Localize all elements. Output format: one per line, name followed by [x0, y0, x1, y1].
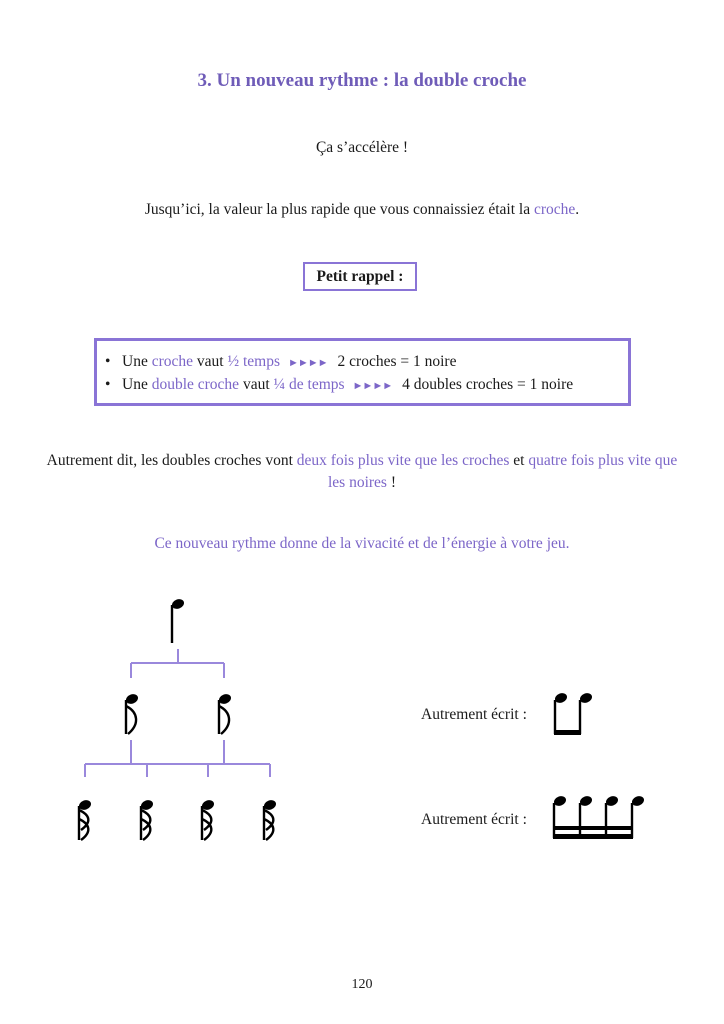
page-title: 3. Un nouveau rythme : la double croche: [197, 70, 527, 91]
arrows-icon: ►►►►: [352, 380, 393, 392]
eighth-note-icon: [218, 692, 233, 734]
explanation-text: !: [386, 474, 397, 491]
bullet-icon: •: [105, 353, 111, 370]
alt-label-eighths: Autrement écrit :: [421, 706, 527, 723]
explanation-highlight: deux fois plus vite que les croches: [296, 452, 510, 469]
rappel-label-box: Petit rappel :: [303, 262, 417, 291]
intro-text: Jusqu’ici, la valeur la plus rapide que vous connaissiez était la: [144, 201, 534, 218]
rappel-prefix: Une: [122, 353, 152, 370]
rappel-prefix: Une: [122, 376, 152, 393]
sixteenth-note-icon: [78, 798, 93, 840]
alt-label-sixteenths: Autrement écrit :: [421, 811, 527, 828]
explanation-highlight: quatre fois plus vite que les noires: [327, 452, 678, 491]
beamed-sixteenth-notes-icon: [553, 794, 646, 839]
rappel-equation: 4 doubles croches = 1 noire: [402, 376, 574, 393]
rappel-equation: 2 croches = 1 noire: [337, 353, 457, 370]
sixteenth-note-icon: [263, 798, 278, 840]
page-number: 120: [351, 977, 373, 992]
intro-highlight: croche: [533, 201, 576, 218]
rappel-value: ½ temps: [227, 353, 280, 370]
rappel-term: double croche: [151, 376, 240, 393]
rappel-mid: vaut: [193, 353, 228, 370]
sixteenth-note-icon: [140, 798, 155, 840]
rappel-mid: vaut: [239, 376, 274, 393]
arrows-icon: ►►►►: [287, 357, 328, 369]
eighth-note-icon: [125, 692, 140, 734]
rappel-value: ¼ de temps: [273, 376, 345, 393]
bullet-icon: •: [105, 376, 111, 393]
rappel-term: croche: [151, 353, 194, 370]
energy-line: Ce nouveau rythme donne de la vivacité et de l’énergie à votre jeu.: [154, 535, 570, 552]
explanation-text: et: [509, 452, 529, 469]
explanation-text: Autrement dit, les doubles croches vont: [46, 452, 297, 469]
intro-end: .: [575, 201, 580, 218]
quarter-note-icon: [171, 597, 186, 643]
sixteenth-note-icon: [201, 798, 216, 840]
tree-lines: [85, 649, 270, 777]
beamed-eighth-notes-icon: [554, 691, 594, 735]
subtitle: Ça s’accélère !: [315, 139, 409, 156]
